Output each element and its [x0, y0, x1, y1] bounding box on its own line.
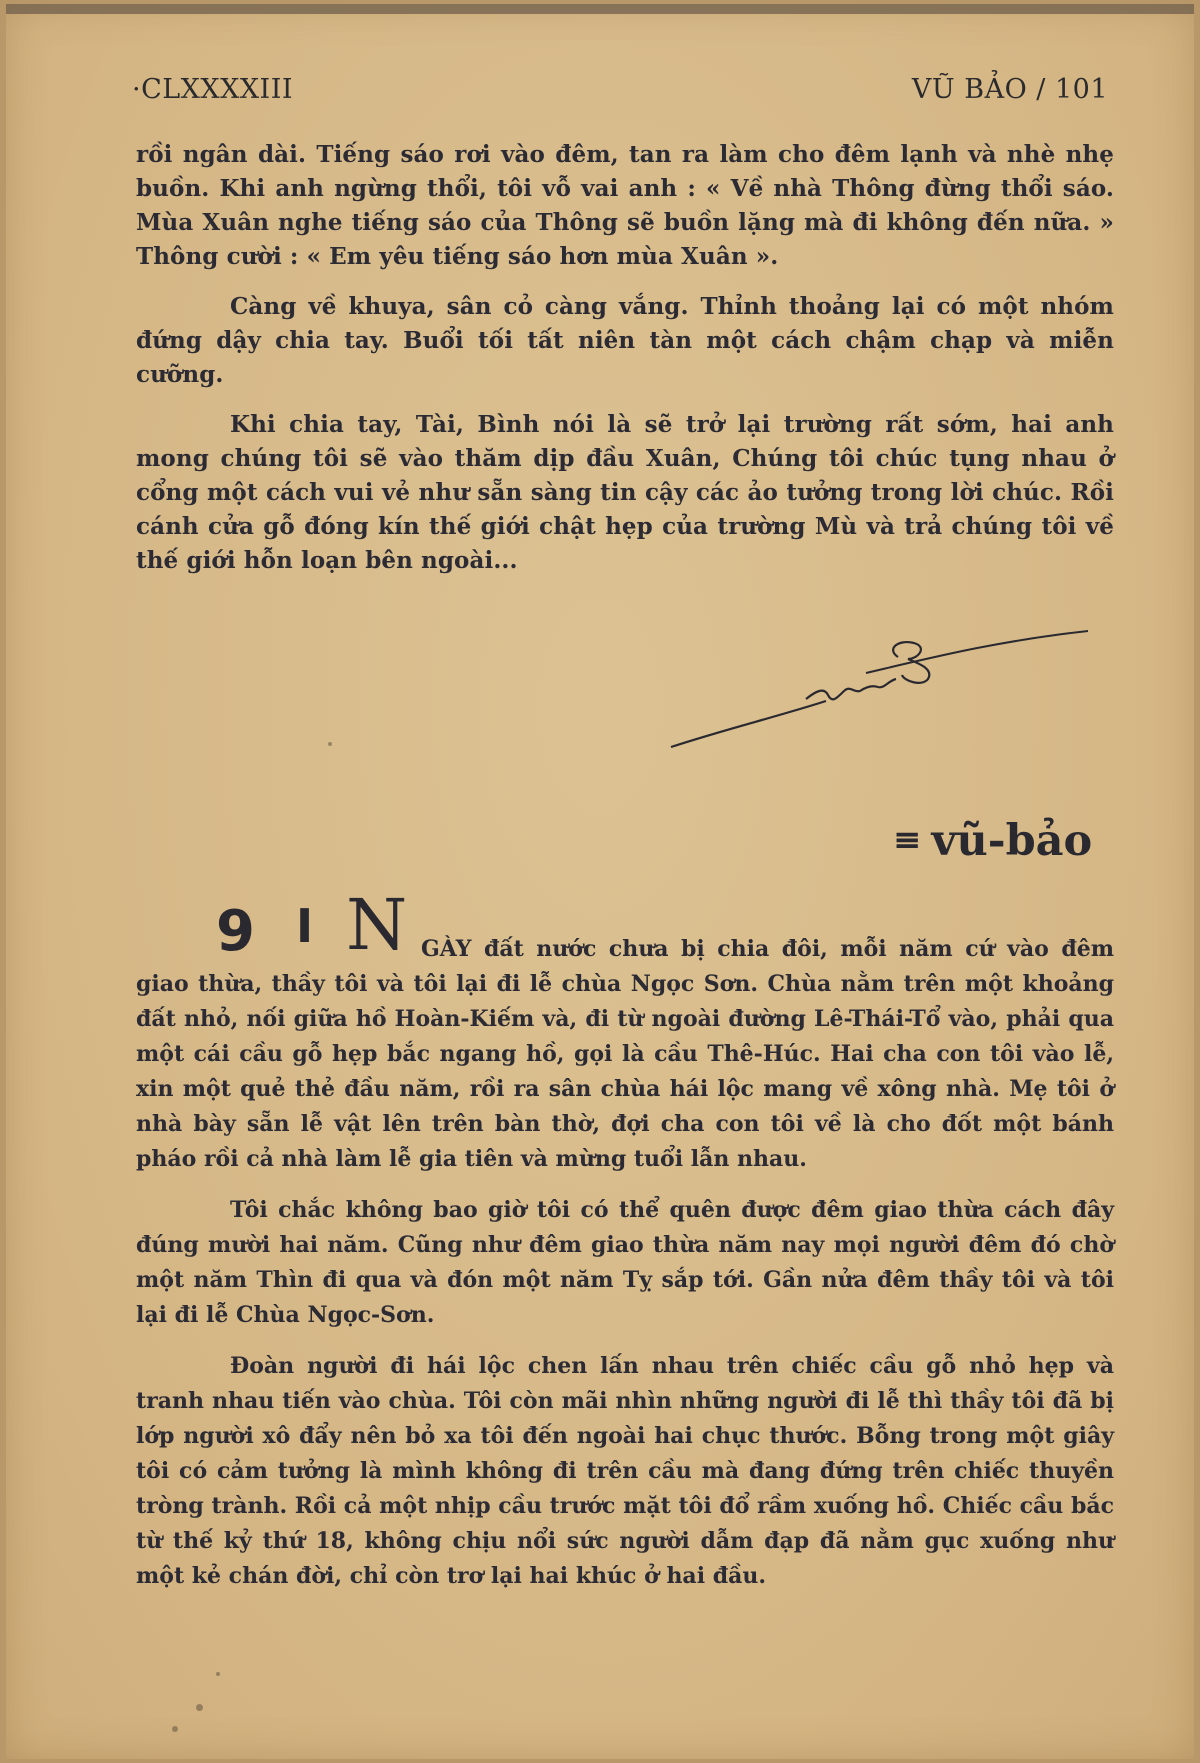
section-1-text: [136, 138, 1114, 578]
drop-cap: N: [346, 884, 408, 966]
paper-speck: [196, 1704, 203, 1711]
running-header: [132, 74, 1108, 114]
paragraph: [136, 932, 1114, 1177]
paragraph-continuation: giao thừa, thầy tôi và tôi lại đi lễ chùa Ngọc Sơn. Chùa nằm trên một khoảng đất nhỏ, nối giữa hồ Hoàn-Kiếm và, đi từ ngoài đường Lê-Thái-Tổ vào, phải qua một cái cầu gỗ hẹp bắc ngang hồ, gọi là cầu Thê-Húc. Hai cha con tôi vào lễ, xin một quẻ thẻ đầu năm, rồi ra sân chùa hái lộc mang về xông nhà. Mẹ tôi ở nhà bày sẵn lễ vật lên trên bàn thờ, đợi cha con tôi về là cho đốt một bánh pháo rồi cả nhà làm lễ gia tiên và mừng tuổi lẫn nhau.: [136, 971, 1114, 1172]
author-signature-line: [893, 816, 1092, 866]
paragraph: rồi ngân dài. Tiếng sáo rơi vào đêm, tan ra làm cho đêm lạnh và nhè nhẹ buồn. Khi anh ngừng thổi, tôi vỗ vai anh : « Về nhà Thông đừng thổi sáo. Mùa Xuân nghe tiếng sáo của Thông sẽ buồn lặng mà đi không đến nữa. » Thông cười : « Em yêu tiếng sáo hơn mùa Xuân ».: [136, 141, 1114, 270]
section-2-text: [136, 932, 1114, 1594]
handwritten-signature: [666, 629, 1096, 769]
paragraph: Khi chia tay, Tài, Bình nói là sẽ trở lại trường rất sớm, hai anh mong chúng tôi sẽ vào thăm dịp đầu Xuân, Chúng tôi chúc tụng nhau ở cổng một cách vui vẻ như sẵn sàng tin cậy các ảo tưởng trong lời chúc. Rồi cánh cửa gỗ đóng kín thế giới chật hẹp của trường Mù và trả chúng tôi về thế giới hỗn loạn bên ngoài...: [136, 411, 1114, 574]
section-numeral: ·CLXXXXIII: [132, 74, 294, 105]
paragraph: Càng về khuya, sân cỏ càng vắng. Thỉnh thoảng lại có một nhóm đứng dậy chia tay. Buổi tối tất niên tàn một cách chậm chạp và miễn cưỡng.: [136, 293, 1114, 388]
triple-bar-mark: ≡: [893, 820, 922, 860]
chapter-separator: I: [296, 899, 314, 953]
paper-speck: [172, 1726, 178, 1732]
book-page: [6, 4, 1194, 1759]
first-line: GÀY đất nước chưa bị chia đôi, mỗi năm cứ vào đêm: [421, 936, 1114, 962]
chapter-number: 9: [216, 899, 255, 964]
paper-speck: [216, 1672, 220, 1676]
author-page-number: VŨ BẢO / 101: [911, 74, 1108, 105]
author-name: vũ-bảo: [931, 816, 1093, 866]
paragraph: Tôi chắc không bao giờ tôi có thể quên được đêm giao thừa cách đây đúng mười hai năm. Cũng như đêm giao thừa năm nay mọi người đêm đó chờ một năm Thìn đi qua và đón một năm Tỵ sắp tới. Gần nửa đêm thầy tôi và tôi lại đi lễ Chùa Ngọc-Sơn.: [136, 1197, 1114, 1328]
paragraph: Đoàn người đi hái lộc chen lấn nhau trên chiếc cầu gỗ nhỏ hẹp và tranh nhau tiến vào chùa. Tôi còn mãi nhìn những người đi lễ thì thầy tôi đã bị lớp người xô đẩy nên bỏ xa tôi đến ngoài hai chục thước. Bỗng trong một giây tôi có cảm tưởng là mình không đi trên cầu mà đang đứng trên chiếc thuyền tròng trành. Rồi cả một nhịp cầu trước mặt tôi đổ rầm xuống hồ. Chiếc cầu bắc từ thế kỷ thứ 18, không chịu nổi sức người dẫm đạp đã nằm gục xuống như một kẻ chán đời, chỉ còn trơ lại hai khúc ở hai đầu.: [136, 1353, 1114, 1589]
paper-speck: [328, 742, 332, 746]
